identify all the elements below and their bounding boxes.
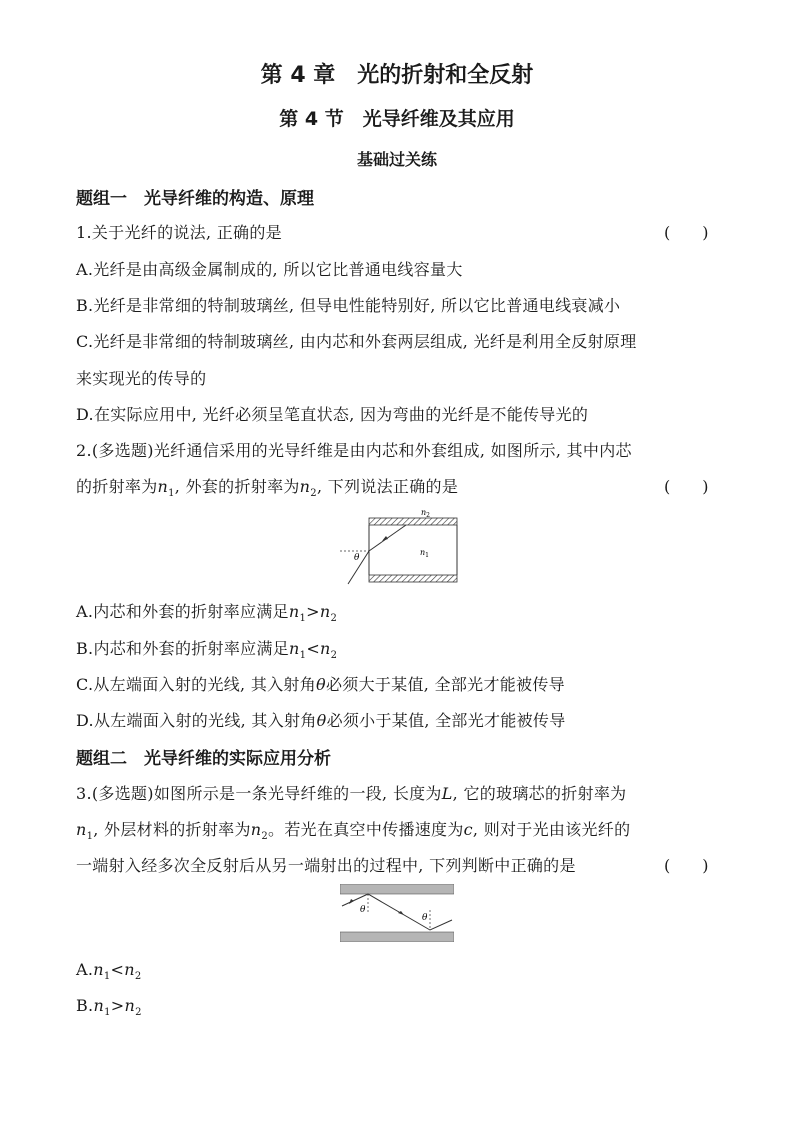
theta-label-2: θ (422, 913, 428, 923)
sub-1: 1 (103, 971, 111, 983)
var-c: c (463, 820, 473, 839)
q3-answer-paren: ( ) (664, 856, 709, 875)
var-L: L (441, 784, 453, 803)
option-text: B.内芯和外套的折射率应满足 (76, 639, 290, 658)
light-path (342, 894, 452, 930)
var-n: n (124, 996, 136, 1015)
refracted-ray (369, 525, 406, 551)
theta-label-1: θ (360, 905, 366, 915)
sub-1: 1 (168, 488, 175, 500)
relation: < (110, 960, 125, 979)
subtitle: 基础过关练 (356, 150, 437, 169)
sub-2: 2 (135, 1007, 142, 1019)
var-n: n (319, 602, 331, 621)
arrow-1 (349, 899, 354, 904)
q3-text: , 则对于光由该光纤的 (472, 820, 631, 839)
option-text: 必须大于某值, 全部光才能被传导 (325, 675, 565, 694)
var-n: n (157, 477, 169, 496)
cladding-top (369, 518, 457, 525)
q2-stem-line1: 2.(多选题)光纤通信采用的光导纤维是由内芯和外套组成, 如图所示, 其中内芯 (76, 441, 632, 460)
cladding-bottom (340, 932, 454, 942)
var-n: n (93, 960, 104, 979)
cladding-bottom (369, 575, 457, 582)
q2-answer-paren: ( ) (664, 477, 709, 496)
q1-answer-paren: ( ) (664, 223, 709, 242)
sub-2: 2 (261, 831, 269, 843)
q3-text: , 外层材料的折射率为 (93, 820, 251, 839)
sub-2: 2 (134, 971, 142, 983)
var-theta: θ (316, 675, 326, 694)
var-n: n (93, 996, 105, 1015)
q1-stem: 1.关于光纤的说法, 正确的是 (76, 223, 282, 242)
q2-stem-line2 (76, 474, 458, 499)
q3-stem-line2 (76, 817, 630, 842)
q2-option-a (76, 599, 337, 624)
sub-1: 1 (86, 831, 94, 843)
var-n: n (250, 820, 262, 839)
sub-2: 2 (330, 613, 338, 625)
group2-title: 题组二 光导纤维的实际应用分析 (76, 749, 331, 769)
chapter-title: 第 4 章 光的折射和全反射 (260, 63, 534, 88)
label-n1: $n_1$ (420, 548, 429, 559)
q2-option-d (76, 708, 566, 731)
option-prefix: A. (76, 960, 94, 979)
sub-1: 1 (299, 613, 307, 625)
var-n: n (124, 960, 135, 979)
var-n: n (289, 639, 300, 658)
label-theta: θ (354, 553, 360, 563)
option-text: C.从左端面入射的光线, 其入射角 (76, 675, 317, 694)
var-n: n (76, 820, 87, 839)
option-text: 必须小于某值, 全部光才能被传导 (326, 711, 566, 730)
q2-option-c (76, 672, 565, 695)
fiber-figure-2 (340, 884, 454, 942)
q2-text: , 下列说法正确的是 (316, 477, 459, 496)
option-prefix: B. (76, 996, 94, 1015)
sub-1: 1 (299, 650, 307, 662)
option-text: A.内芯和外套的折射率应满足 (76, 602, 289, 621)
sub-1: 1 (104, 1007, 111, 1019)
q1-option-c: C.光纤是非常细的特制玻璃丝, 由内芯和外套两层组成, 光纤是利用全反射原理 (76, 332, 637, 351)
q1-option-a: A.光纤是由高级金属制成的, 所以它比普通电线容量大 (76, 260, 463, 279)
q2-text: 的折射率为 (76, 477, 158, 496)
var-n: n (320, 639, 331, 658)
cladding-top (340, 884, 454, 894)
group1-title: 题组一 光导纤维的构造、原理 (76, 189, 314, 209)
var-n: n (299, 477, 311, 496)
relation: > (306, 602, 320, 621)
section-title: 第 4 节 光导纤维及其应用 (279, 108, 515, 130)
relation: < (306, 639, 321, 658)
q2-option-b (76, 636, 337, 661)
label-n2: $n_2$ (421, 508, 430, 519)
q1-option-c-cont: 来实现光的传导的 (76, 369, 207, 388)
q2-text: , 外套的折射率为 (174, 477, 300, 496)
q3-text: 3.(多选题)如图所示是一条光导纤维的一段, 长度为 (76, 784, 442, 803)
sub-2: 2 (310, 488, 317, 500)
q3-stem-line3: 一端射入经多次全反射后从另一端射出的过程中, 下列判断中正确的是 (76, 856, 576, 875)
q3-stem-line1 (76, 781, 626, 804)
q3-text: , 它的玻璃芯的折射率为 (452, 784, 627, 803)
option-text: D.从左端面入射的光线, 其入射角 (76, 711, 317, 730)
var-n: n (288, 602, 300, 621)
var-theta: θ (316, 711, 327, 730)
q3-option-a (76, 960, 142, 982)
fiber-figure-1 (336, 506, 466, 588)
q3-text: 。若光在真空中传播速度为 (268, 820, 464, 839)
q1-option-b: B.光纤是非常细的特制玻璃丝, 但导电性能特别好, 所以它比普通电线衰减小 (76, 296, 621, 315)
relation: > (110, 996, 125, 1015)
sub-2: 2 (330, 650, 338, 662)
q1-option-d: D.在实际应用中, 光纤必须呈笔直状态, 因为弯曲的光纤是不能传导光的 (76, 405, 589, 424)
q3-option-b (76, 996, 142, 1018)
